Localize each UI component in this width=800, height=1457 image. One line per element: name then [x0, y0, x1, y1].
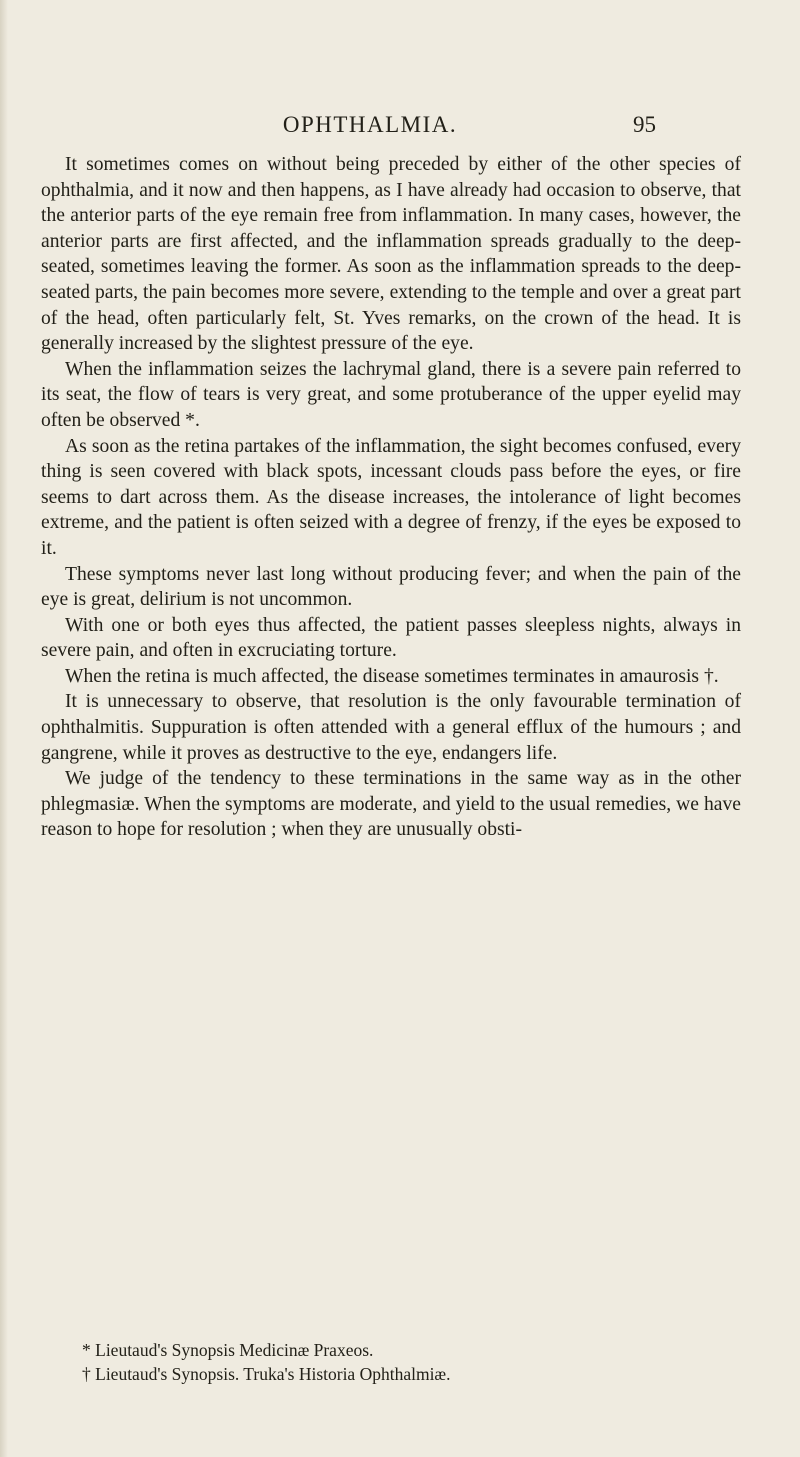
paragraph: As soon as the retina partakes of the inflammation, the sight becomes confused, every thing is seen covered with black spots, incessant clouds pass before the eyes, or fire seems to dart across them. As the disease increases, the intolerance of light becomes extreme, and the patient is often seized with a degree of frenzy, if the eyes be exposed to it.: [41, 435, 741, 559]
page-left-edge: [0, 0, 8, 1457]
footnote: † Lieutaud's Synopsis. Truka's Historia Ophthalmiæ.: [82, 1364, 451, 1384]
paragraph: With one or both eyes thus affected, the patient passes sleepless nights, always in severe pain, and often in excruciating torture.: [41, 614, 741, 662]
paragraph: It sometimes comes on without being preceded by either of the other species of ophthalmia, and it now and then happens, as I have already had occasion to observe, that the anterior parts of the eye remain free from inflammation. In many cases, however, the anterior parts are first affected, and the inflammation spreads gradually to the deep-seated, sometimes leaving the former. As soon as the inflammation spreads to the deep-seated parts, the pain becomes more severe, extending to the temple and over a great part of the head, often particularly felt, St. Yves remarks, on the crown of the head. It is generally increased by the slightest pressure of the eye.: [41, 154, 741, 355]
footnote: * Lieutaud's Synopsis Medicinæ Praxeos.: [82, 1340, 374, 1360]
paragraph: We judge of the tendency to these terminations in the same way as in the other phlegmasiæ. When the symptoms are moderate, and yield to the usual remedies, we have reason to hope for resolution ; when they are unusually obsti-: [41, 768, 741, 841]
footnotes: [82, 1338, 742, 1386]
paragraph: When the inflammation seizes the lachrymal gland, there is a severe pain referred to its seat, the flow of tears is very great, and some protuberance of the upper eyelid may often be observed *.: [41, 358, 741, 431]
running-title: OPHTHALMIA.: [282, 112, 458, 137]
paragraph: It is unnecessary to observe, that resolution is the only favourable termination of ophthalmitis. Suppuration is often attended with a general efflux of the humours ; and gangrene, while it proves as destructive to the eye, endangers life.: [41, 691, 741, 764]
paragraph: When the retina is much affected, the disease sometimes terminates in amaurosis †.: [65, 665, 719, 687]
body-text: [41, 152, 741, 843]
paragraph: These symptoms never last long without producing fever; and when the pain of the eye is great, delirium is not uncommon.: [41, 563, 741, 611]
page-header: [0, 112, 800, 144]
page-number: 95: [633, 112, 656, 137]
